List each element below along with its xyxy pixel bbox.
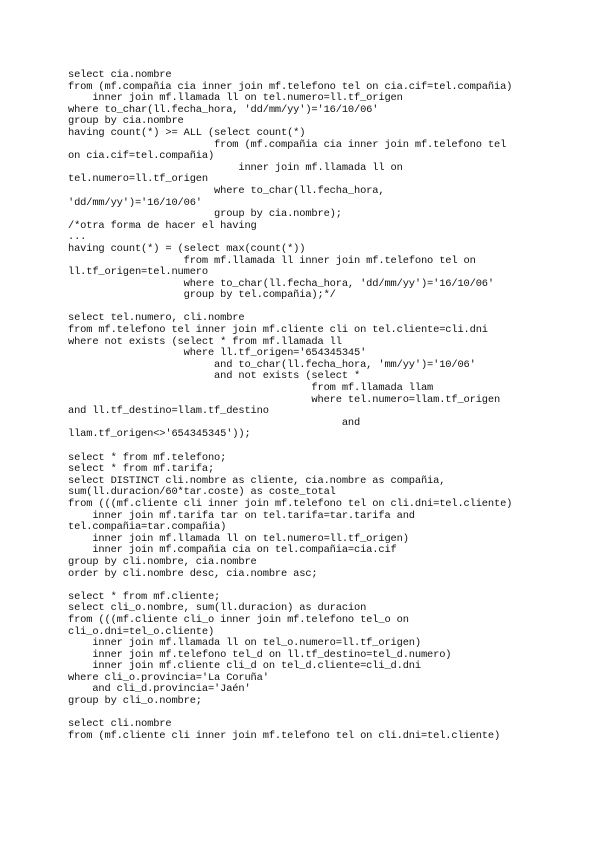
code-line: where to_char(ll.fecha_hora, [68, 184, 385, 197]
code-line: having count(*) = (select max(count(*)) [68, 242, 306, 255]
code-line: where tel.numero=llam.tf_origen [68, 393, 501, 406]
code-line: /*otra forma de hacer el having [68, 219, 257, 232]
code-line: and to_char(ll.fecha_hora, 'mm/yy')='10/06' [68, 358, 476, 371]
code-line: from (((mf.cliente cli inner join mf.telefono tel on cli.dni=tel.cliente) [68, 497, 513, 510]
code-line: having count(*) >= ALL (select count(*) [68, 126, 306, 139]
code-line: from (mf.cliente cli inner join mf.telefono tel on cli.dni=tel.cliente) [68, 729, 501, 742]
code-line: select cia.nombre [68, 69, 172, 81]
code-line: group by cia.nombre [68, 115, 184, 128]
code-line: on cia.cif=tel.compañia) [68, 150, 215, 163]
code-line [68, 441, 538, 453]
code-line: ll.tf_origen=tel.numero [68, 266, 208, 279]
code-line: and not exists (select * [68, 370, 361, 383]
code-line: select DISTINCT cli.nombre as cliente, cia.nombre as compañia, [68, 474, 446, 487]
code-line: select * from mf.cliente; [68, 590, 221, 603]
code-line: select cli.nombre [68, 718, 172, 731]
code-line: inner join mf.telefono tel_d on ll.tf_destino=tel_d.numero) [68, 648, 452, 661]
code-line: inner join mf.tarifa tar on tel.tarifa=tar.tarifa and [68, 509, 415, 522]
code-line: inner join mf.llamada ll on tel_o.numero=ll.tf_origen) [68, 637, 421, 650]
code-line: from mf.llamada llam [68, 382, 434, 395]
code-line: from mf.llamada ll inner join mf.telefono tel on [68, 254, 476, 267]
code-line: where not exists (select * from mf.llamada ll [68, 335, 342, 348]
code-line: sum(ll.duracion/60*tar.coste) as coste_total [68, 486, 336, 499]
code-line: inner join mf.compañia cia on tel.compañia=cia.cif [68, 544, 397, 557]
code-line: select cli_o.nombre, sum(ll.duracion) as duracion [68, 602, 367, 615]
code-line: from (mf.compañia cia inner join mf.telefono tel on cia.cif=tel.compañia) [68, 80, 513, 93]
code-line: order by cli.nombre desc, cia.nombre asc; [68, 567, 318, 580]
code-line: select tel.numero, cli.nombre [68, 312, 245, 325]
code-line: inner join mf.cliente cli_d on tel_d.cliente=cli_d.dni [68, 660, 421, 673]
code-line: and ll.tf_destino=llam.tf_destino [68, 405, 269, 418]
code-line: and [68, 416, 361, 429]
code-line: group by tel.compañia);*/ [68, 289, 336, 302]
code-line: select * from mf.tarifa; [68, 463, 215, 476]
code-line: 'dd/mm/yy')='16/10/06' [68, 196, 202, 209]
code-line: where cli_o.provincia='La Coruña' [68, 671, 269, 684]
code-line: inner join mf.llamada ll on tel.numero=ll.tf_origen) [68, 532, 409, 545]
code-line: from (((mf.cliente cli_o inner join mf.telefono tel_o on [68, 613, 409, 626]
code-line: where to_char(ll.fecha_hora, 'dd/mm/yy')='16/10/06' [68, 103, 379, 116]
code-line: ... [68, 231, 87, 244]
code-line: select * from mf.telefono; [68, 451, 227, 464]
code-line: llam.tf_origen<>'654345345')); [68, 428, 251, 441]
code-line: tel.numero=ll.tf_origen [68, 173, 208, 186]
code-line: group by cli_o.nombre; [68, 695, 202, 708]
code-line: from (mf.compañia cia inner join mf.telefono tel [68, 138, 507, 151]
code-line: cli_o.dni=tel_o.cliente) [68, 625, 215, 638]
code-line: from mf.telefono tel inner join mf.cliente cli on tel.cliente=cli.dni [68, 324, 488, 337]
code-line: group by cia.nombre); [68, 208, 342, 221]
sql-code-block [68, 70, 538, 742]
code-line: group by cli.nombre, cia.nombre [68, 555, 257, 568]
code-line [68, 580, 538, 592]
code-line: inner join mf.llamada ll on [68, 161, 403, 174]
code-line: and cli_d.provincia='Jaén' [68, 683, 251, 696]
code-line: inner join mf.llamada ll on tel.numero=ll.tf_origen [68, 92, 403, 105]
code-line: tel.compañia=tar.compañia) [68, 521, 227, 534]
code-line: where to_char(ll.fecha_hora, 'dd/mm/yy')='16/10/06' [68, 277, 494, 290]
code-line: where ll.tf_origen='654345345' [68, 347, 367, 360]
